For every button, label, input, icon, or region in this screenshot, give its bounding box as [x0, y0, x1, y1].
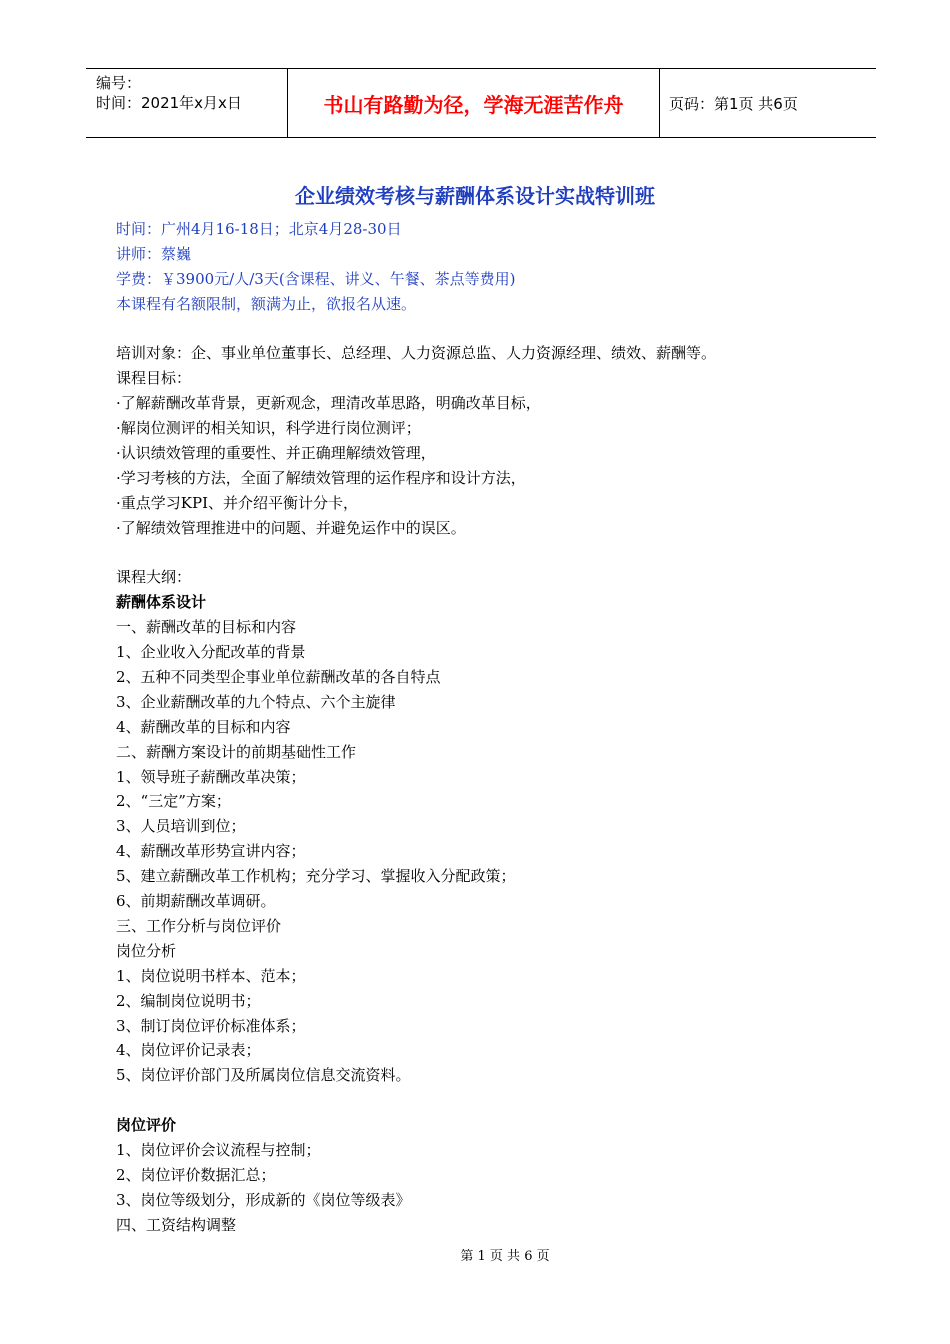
outline-heading: 课程大纲：: [116, 568, 192, 587]
goal-item: ·了解绩效管理推进中的问题、并避免运作中的误区。: [116, 518, 466, 537]
goal-item: ·重点学习KPI、并介绍平衡计分卡，: [116, 493, 358, 512]
outline-line: 4、薪酬改革形势宣讲内容；: [116, 842, 306, 861]
outline-line: 1、企业收入分配改革的背景: [116, 643, 306, 662]
info-line: 学费：￥3900元/人/3天(含课程、讲义、午餐、茶点等费用): [116, 269, 516, 288]
outline-line: 2、“三定”方案；: [116, 792, 231, 811]
document-time-label: 时间：2021年x月x日: [96, 94, 242, 112]
outline-line: 3、企业薪酬改革的九个特点、六个主旋律: [116, 692, 396, 711]
outline-line: 4、薪酬改革的目标和内容: [116, 717, 291, 736]
outline-line: 2、五种不同类型企事业单位薪酬改革的各自特点: [116, 668, 441, 687]
outline-line: 1、领导班子薪酬改革决策；: [116, 767, 306, 786]
header-table: [86, 68, 876, 138]
audience-line: 培训对象：企、事业单位董事长、总经理、人力资源总监、人力资源经理、绩效、薪酬等。: [116, 344, 717, 363]
outline-line: 3、人员培训到位；: [116, 817, 246, 836]
outline-line: 5、岗位评价部门及所属岗位信息交流资料。: [116, 1066, 411, 1085]
outline-line: 三、工作分析与岗位评价: [116, 916, 282, 935]
document-number-label: 编号：: [96, 74, 142, 92]
header-motto: 书山有路勤为径，学海无涯苦作舟: [287, 69, 660, 137]
outline-line: 5、建立薪酬改革工作机构；充分学习、掌握收入分配政策；: [116, 867, 516, 886]
outline-line: 1、岗位评价会议流程与控制；: [116, 1140, 321, 1159]
goal-item: ·了解薪酬改革背景，更新观念，理清改革思路，明确改革目标，: [116, 394, 541, 413]
outline-line: 四、工资结构调整: [116, 1215, 237, 1234]
header-left-cell: [86, 69, 287, 137]
outline-line: 一、薪酬改革的目标和内容: [116, 618, 297, 637]
outline-line: 3、制订岗位评价标准体系；: [116, 1016, 306, 1035]
outline-line: 2、编制岗位说明书；: [116, 991, 261, 1010]
outline-line: 4、岗位评价记录表；: [116, 1041, 261, 1060]
section-title: 薪酬体系设计: [116, 593, 207, 612]
goal-item: ·认识绩效管理的重要性、并正确理解绩效管理，: [116, 444, 436, 463]
outline-line: 二、薪酬方案设计的前期基础性工作: [116, 742, 357, 761]
outline-line: 2、岗位评价数据汇总；: [116, 1165, 276, 1184]
header-page-label: 页码：第1页 共6页: [669, 94, 798, 113]
info-line: 时间：广州4月16-18日；北京4月28-30日: [116, 220, 402, 238]
document-title: 企业绩效考核与薪酬体系设计实战特训班: [295, 184, 655, 208]
section-title: 岗位评价: [116, 1116, 177, 1135]
outline-line: 岗位分析: [116, 941, 177, 960]
document-body: [116, 217, 876, 1238]
outline-line: 1、岗位说明书样本、范本；: [116, 966, 306, 985]
page-footer: 第 1 页 共 6 页: [460, 1249, 550, 1264]
outline-line: 3、岗位等级划分，形成新的《岗位等级表》: [116, 1190, 411, 1209]
info-line: 本课程有名额限制，额满为止，欲报名从速。: [116, 294, 417, 313]
info-line: 讲师：蔡巍: [116, 244, 192, 263]
outline-line: 6、前期薪酬改革调研。: [116, 892, 276, 911]
goal-item: ·解岗位测评的相关知识，科学进行岗位测评；: [116, 419, 421, 438]
goal-item: ·学习考核的方法，全面了解绩效管理的运作程序和设计方法，: [116, 468, 526, 487]
goals-heading: 课程目标：: [116, 369, 192, 388]
